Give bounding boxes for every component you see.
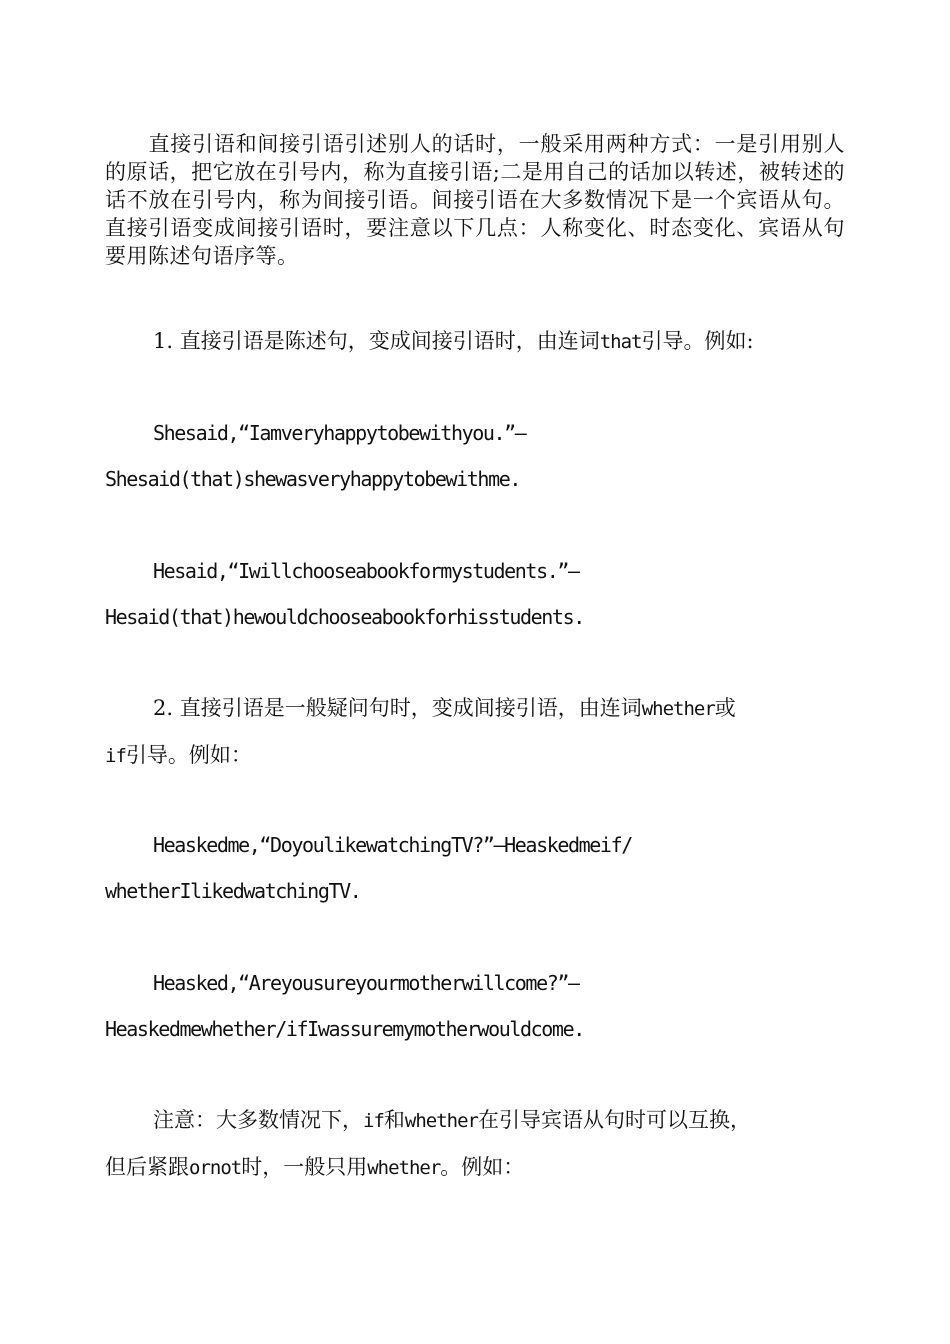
rule-1-paragraph	[105, 318, 845, 365]
intro-paragraph: 直接引语和间接引语引述别人的话时，一般采用两种方式：一是引用别人的原话，把它放在引号内，称为直接引语;二是用自己的话加以转述，被转述的话不放在引号内，称为间接引语。间接引语在大多数情况下是一个宾语从句。直接引语变成间接引语时，要注意以下几点：人称变化、时态变化、宾语从句要用陈述句语序等。	[105, 132, 845, 268]
rule-1-keyword: that	[599, 331, 642, 353]
example-4-direct: Heasked,“Areyousureyourmotherwillcome?”—	[153, 971, 579, 995]
note-and: 和	[383, 1108, 405, 1132]
rule-2-prefix: 2. 直接引语是一般疑问句时，变成间接引语，由连词	[153, 696, 642, 720]
rule-2-keyword-if: if	[105, 745, 126, 767]
example-2-indirect: Hesaid(that)hewouldchooseabookforhisstudents.	[105, 605, 584, 629]
note-line2-suffix: 。例如：	[440, 1155, 525, 1179]
example-3-direct: Heaskedme,“DoyoulikewatchingTV?”—Heaskedmeif/	[153, 833, 632, 857]
rule-2-paragraph	[105, 685, 845, 779]
note-keyword-ornot: ornot	[189, 1157, 242, 1179]
note-line2-prefix: 但后紧跟	[105, 1155, 189, 1179]
rule-2-keyword-whether: whether	[641, 698, 715, 720]
example-4-indirect: Heaskedmewhether/ifIwassuremymotherwouldcome.	[105, 1017, 584, 1041]
rule-1-suffix: 引导。例如:	[641, 329, 754, 353]
rule-2-mid: 或	[714, 696, 736, 720]
example-4	[105, 960, 865, 1052]
note-keyword-if: if	[363, 1110, 384, 1132]
example-2	[105, 548, 865, 640]
example-1-direct: Shesaid,“Iamveryhappytobewithyou.”—	[153, 421, 526, 445]
rule-2-suffix: 引导。例如：	[125, 743, 252, 767]
note-prefix: 注意：大多数情况下，	[153, 1108, 363, 1132]
note-mid: 在引导宾语从句时可以互换，	[477, 1108, 751, 1132]
rule-1-prefix: 1. 直接引语是陈述句，变成间接引语时，由连词	[153, 329, 600, 353]
example-2-direct: Hesaid,“Iwillchooseabookformystudents.”—	[153, 559, 579, 583]
note-paragraph	[105, 1097, 845, 1191]
example-3-indirect: whetherIlikedwatchingTV.	[105, 879, 361, 903]
example-3	[105, 822, 865, 914]
note-keyword-whether-2: whether	[367, 1157, 441, 1179]
example-1	[105, 410, 865, 502]
note-line2-mid: 时，一般只用	[241, 1155, 368, 1179]
example-1-indirect: Shesaid(that)shewasveryhappytobewithme.	[105, 467, 520, 491]
note-keyword-whether: whether	[404, 1110, 478, 1132]
